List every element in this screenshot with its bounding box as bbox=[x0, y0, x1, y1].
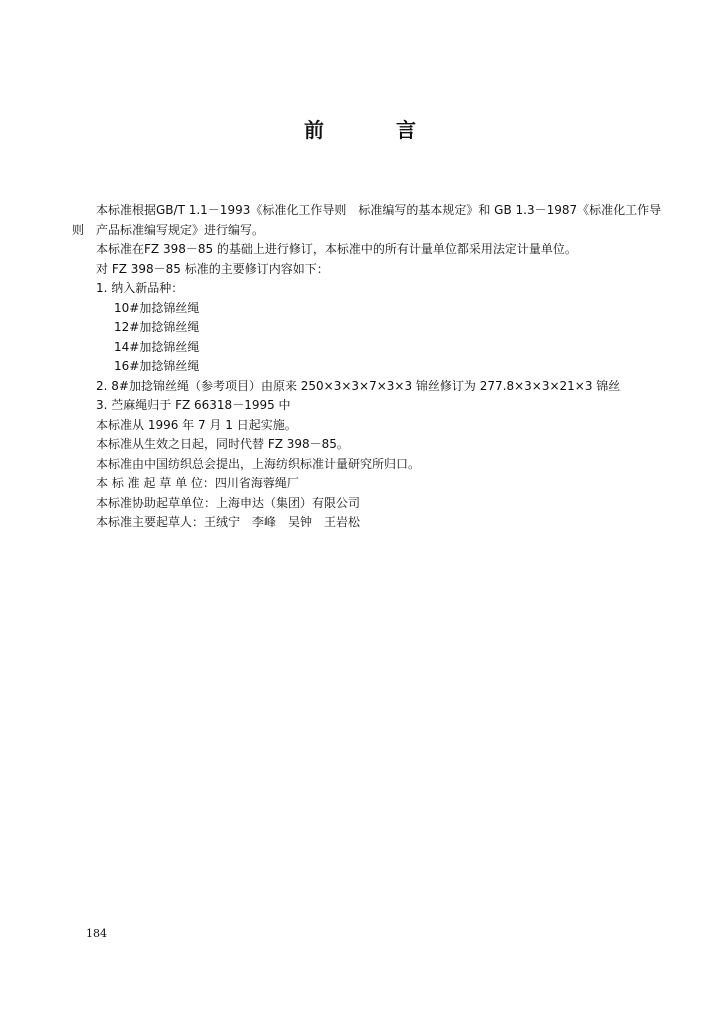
list-item-ramie-rope: 3. 苎麻绳归于 FZ 66318－1995 中 bbox=[96, 398, 291, 412]
variety-12: 12#加捻锦丝绳 bbox=[114, 320, 200, 334]
paragraph-assisting-unit: 本标准协助起草单位：上海申达（集团）有限公司 bbox=[96, 495, 361, 510]
page-number: 184 bbox=[86, 927, 107, 940]
paragraph-changes-intro: 对 FZ 398－85 标准的主要修订内容如下： bbox=[96, 261, 329, 276]
paragraph-drafting-unit: 本 标 准 起 草 单 位：四川省海蓉绳厂 bbox=[96, 476, 299, 490]
page-title bbox=[0, 114, 720, 143]
paragraph-revision: 本标准在FZ 398－85 的基础上进行修订，本标准中的所有计量单位都采用法定计量单位。 bbox=[96, 242, 577, 256]
preface-body bbox=[72, 201, 662, 533]
title-char-2: 言 bbox=[396, 118, 416, 142]
variety-10: 10#加捻锦丝绳 bbox=[114, 300, 200, 315]
variety-14: 14#加捻锦丝绳 bbox=[114, 339, 200, 354]
paragraph-replaces: 本标准从生效之日起，同时代替 FZ 398－85。 bbox=[96, 437, 349, 451]
list-item-new-varieties: 1. 纳入新品种： bbox=[96, 281, 184, 295]
paragraph-basis: 本标准根据GB/T 1.1－1993《标准化工作导则 标准编写的基本规定》和 GB 1.3－1987《标准化工作导则 产品标准编写规定》进行编写。 bbox=[72, 203, 662, 237]
paragraph-effective-date: 本标准从 1996 年 7 月 1 日起实施。 bbox=[96, 417, 297, 432]
paragraph-proposed-by: 本标准由中国纺织总会提出，上海纺织标准计量研究所归口。 bbox=[96, 456, 421, 471]
title-char-1: 前 bbox=[304, 118, 324, 142]
list-item-8-rope-revision: 2. 8#加捻锦丝绳（参考项目）由原来 250×3×3×7×3×3 锦丝修订为 277.8×3×3×21×3 锦丝 bbox=[96, 378, 621, 393]
paragraph-drafters: 本标准主要起草人：王绒宁 李峰 吴钟 王岩松 bbox=[96, 515, 361, 529]
variety-16: 16#加捻锦丝绳 bbox=[114, 359, 200, 373]
